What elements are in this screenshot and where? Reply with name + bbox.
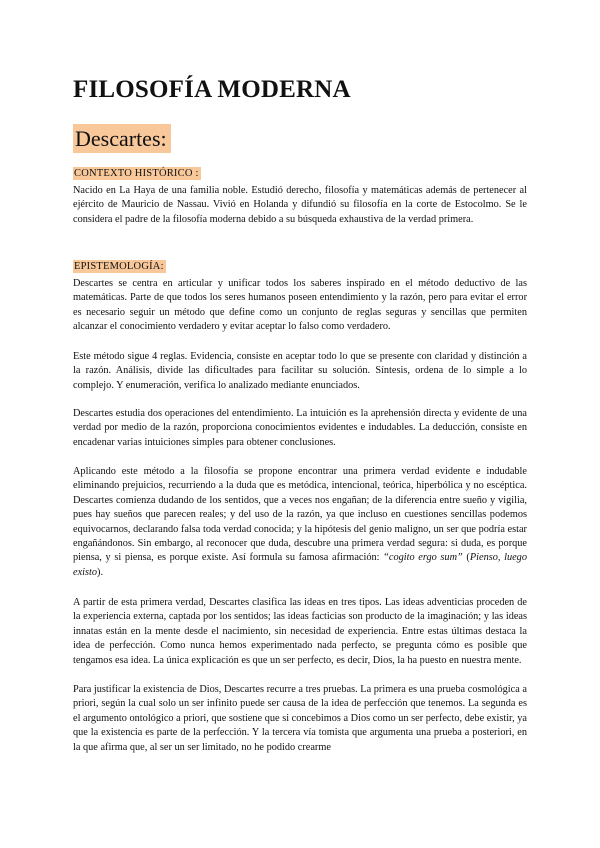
label-epistemologia: EPISTEMOLOGÍA:	[74, 261, 164, 272]
paragraph-ideas: A partir de esta primera verdad, Descartes clasifica las ideas en tres tipos. Las ideas adventicias proceden de la experiencia externa, captada por los sentidos; las ideas facticias son producto de la imaginación; y las ideas innatas están en la mente desde el nacimiento, sin necesidad de experiencia. Entre estas últimas destaca la idea de perfección. Como nunca hemos experimentado nada perfecto, se pregunta cómo es posible que tengamos esa idea. La única explicación es que un ser perfecto, es decir, Dios, la ha puesto en nuestra mente.	[73, 597, 527, 666]
paragraph-duda	[73, 465, 527, 580]
paragraph-dios: Para justificar la existencia de Dios, Descartes recurre a tres pruebas. La primera es una prueba cosmológica a priori, según la cual solo un ser infinito puede ser causa de la idea de perfección que tenemos. La segunda es el argumento ontológico a priori, que sostiene que si concebimos a Dios como un ser perfecto, debe existir, ya que la existencia es parte de la perfección. Y la tercera vía tomista que argumenta una prueba a posteriori, en la que afirma que, al ser un ser limitado, no he podido crearme	[73, 684, 527, 753]
paren-open: (	[462, 552, 470, 564]
paren-close: ).	[97, 566, 104, 578]
paragraph-metodo: Descartes se centra en articular y unificar todos los saberes inspirado en el método deductivo de las matemáticas. Parte de que todos los seres humanos poseen entendimiento y la razón, pero para evitar el error es necesario seguir un método que define como un conjunto de reglas seguras y sencillas que permiten alcanzar el conocimiento verdadero y evitar aceptar lo falso como verdadero.	[73, 278, 527, 333]
page-title: FILOSOFÍA MODERNA	[73, 76, 351, 103]
paragraph-reglas: Este método sigue 4 reglas. Evidencia, consiste en aceptar todo lo que se presente con claridad y distinción a la razón. Análisis, divide las dificultades para facilitar su solución. Síntesis, ordena de lo simple a lo complejo. Y enumeración, verifica lo analizado mediante enunciados.	[73, 351, 527, 391]
cogito-quote: “cogito ergo sum”	[383, 552, 463, 564]
paragraph-contexto: Nacido en La Haya de una familia noble. Estudió derecho, filosofía y matemáticas además de pertenecer al ejército de Mauricio de Nassau. Vivió en Holanda y difundió su filosofía en la corte de Estocolmo. Se le considera el padre de la filosofía moderna debido a su búsqueda exhaustiva de la verdad primera.	[73, 185, 527, 225]
section-title-descartes: Descartes:	[73, 124, 171, 153]
cogito-translation: Pienso, luego existo	[73, 552, 527, 578]
duda-text: Aplicando este método a la filosofía se propone encontrar una primera verdad evidente e indudable eliminando prejuicios, recurriendo a la duda que es metódica, intencional, teórica, hiperbólica y no escéptica. Descartes comienza dudando de los sentidos, que a veces nos engañan; de la diferencia entre sueño y vigilia, pues hay sueños que parecen reales; y del uso de la razón, ya que incluso en cuestiones sencillas podemos equivocarnos, declarando falsa toda verdad conocida; y la hipótesis del genio maligno, un ser que podría estar engañándonos. Sin embargo, al reconocer que duda, descubre una primera verdad segura: si duda, es porque piensa, y si piensa, es porque existe. Así formula su famosa afirmación:	[73, 466, 527, 564]
label-contexto-historico: CONTEXTO HISTÓRICO :	[74, 168, 199, 179]
paragraph-entendimiento: Descartes estudia dos operaciones del entendimiento. La intuición es la aprehensión directa y evidente de una verdad por medio de la razón, proporciona conocimientos evidentes e indudables. La deducción, consiste en encadenar varias intuiciones simples para obtener conclusiones.	[73, 408, 527, 448]
